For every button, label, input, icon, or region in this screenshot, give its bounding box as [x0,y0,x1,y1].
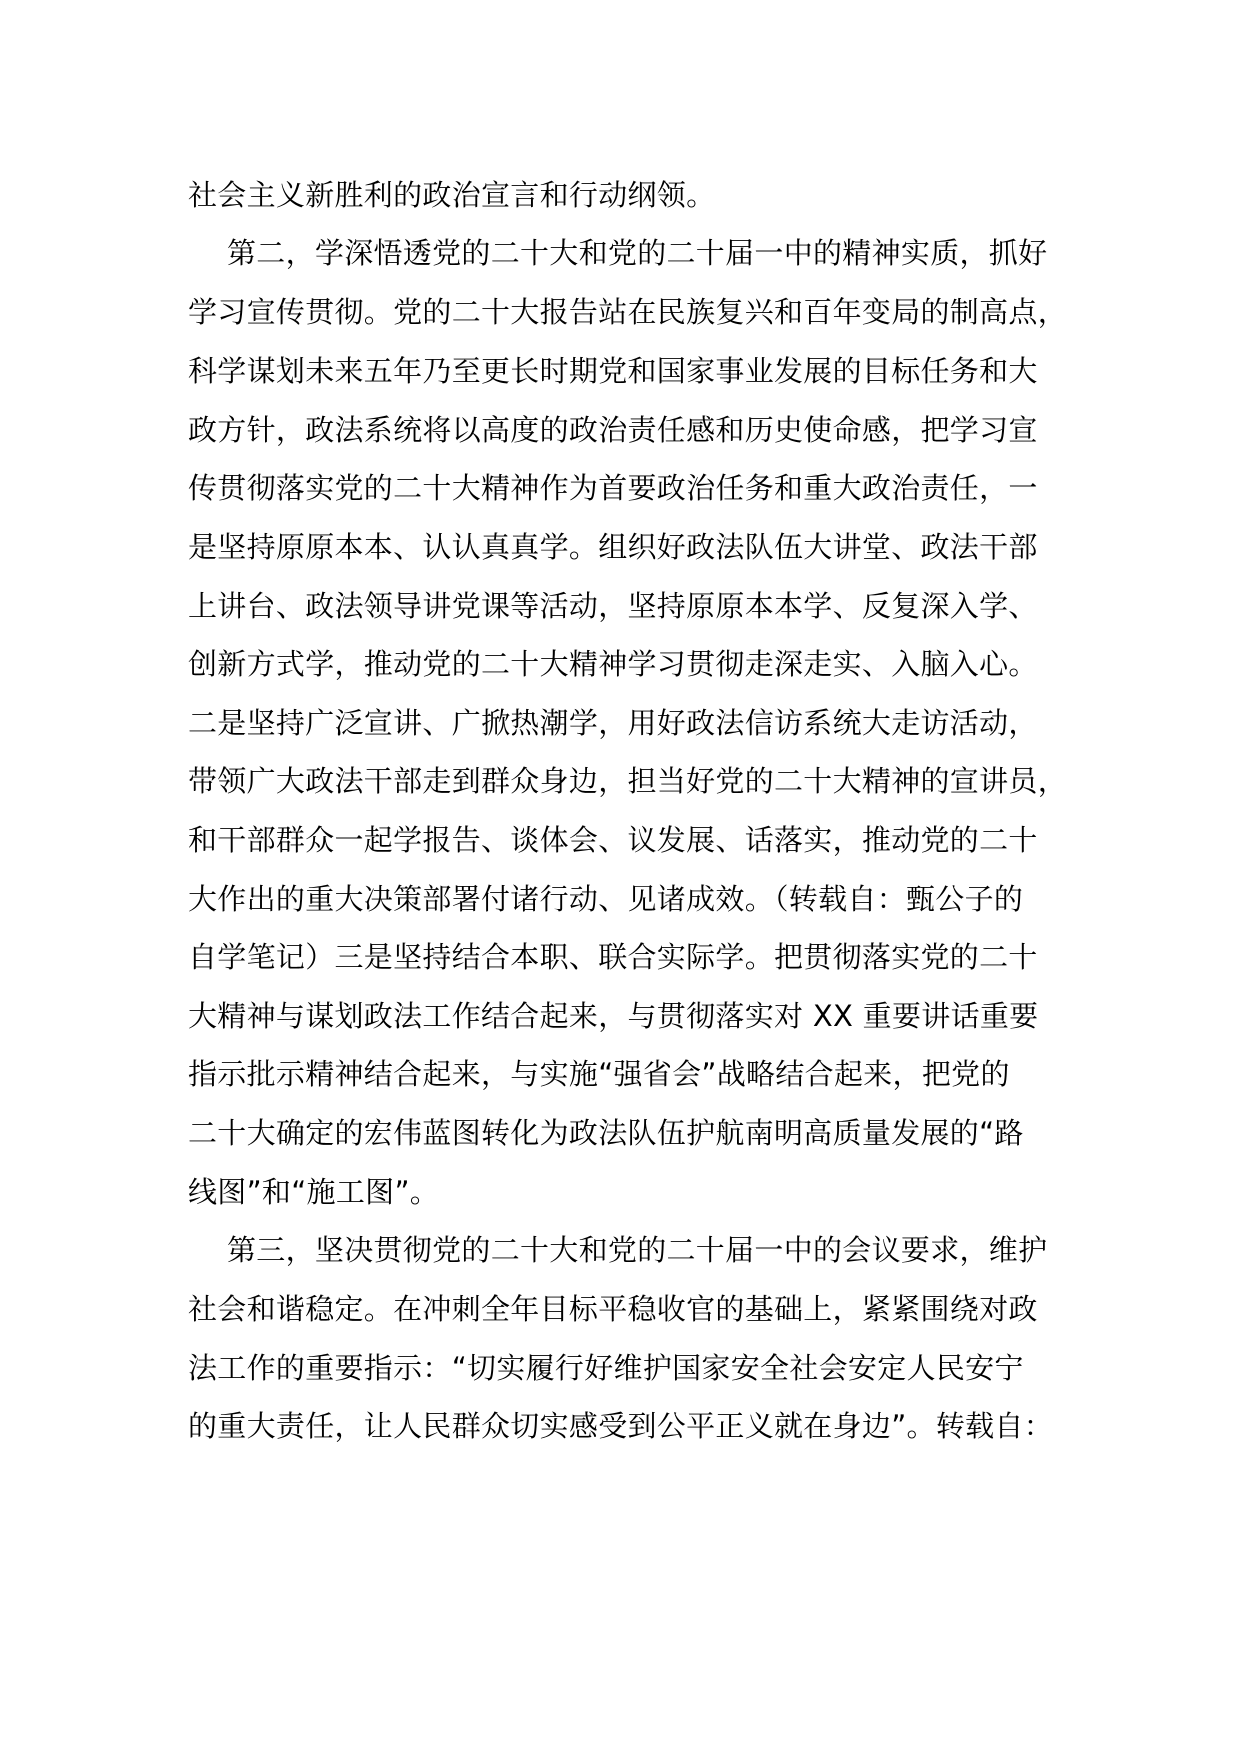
text-line: 创新方式学，推动党的二十大精神学习贯彻走深走实、入脑入心。 [188,647,1038,681]
paragraph-start-line: 第三，坚决贯彻党的二十大和党的二十届一中的会议要求，维护 [227,1233,1048,1267]
text-line: 带领广大政法干部走到群众身边，担当好党的二十大精神的宣讲员， [188,764,1068,798]
text-line: 的重大责任，让人民群众切实感受到公平正义就在身边”。转载自： [188,1409,1054,1443]
text-line: 自学笔记）三是坚持结合本职、联合实际学。把贯彻落实党的二十 [188,940,1038,974]
text-line: 二是坚持广泛宣讲、广掀热潮学，用好政法信访系统大走访活动， [188,706,1038,740]
text-line: 上讲台、政法领导讲党课等活动，坚持原原本本学、反复深入学、 [188,589,1038,623]
text-line: 和干部群众一起学报告、谈体会、议发展、话落实，推动党的二十 [188,823,1038,857]
text-line: 学习宣传贯彻。党的二十大报告站在民族复兴和百年变局的制高点， [188,295,1068,329]
paragraph-start-line: 第二，学深悟透党的二十大和党的二十届一中的精神实质，抓好 [227,236,1048,270]
text-line: 法工作的重要指示：“切实履行好维护国家安全社会安定人民安宁 [188,1351,1024,1385]
text-line: 大作出的重大决策部署付诸行动、见诸成效。（转载自：甄公子的 [188,882,1024,916]
text-line: 社会主义新胜利的政治宣言和行动纲领。 [188,178,716,212]
text-line: 传贯彻落实党的二十大精神作为首要政治任务和重大政治责任，一 [188,471,1038,505]
text-line: 二十大确定的宏伟蓝图转化为政法队伍护航南明高质量发展的“路 [188,1116,1024,1150]
text-line: 大精神与谋划政法工作结合起来，与贯彻落实对 XX 重要讲话重要 [188,999,1039,1033]
text-line: 指示批示精神结合起来，与实施“强省会”战略结合起来，把党的 [188,1057,1010,1091]
text-line: 是坚持原原本本、认认真真学。组织好政法队伍大讲堂、政法干部 [188,530,1038,564]
text-line: 政方针，政法系统将以高度的政治责任感和历史使命感，把学习宣 [188,413,1038,447]
text-line: 社会和谐稳定。在冲刺全年目标平稳收官的基础上，紧紧围绕对政 [188,1292,1038,1326]
text-line: 线图”和“施工图”。 [188,1175,440,1209]
text-line: 科学谋划未来五年乃至更长时期党和国家事业发展的目标任务和大 [188,354,1038,388]
